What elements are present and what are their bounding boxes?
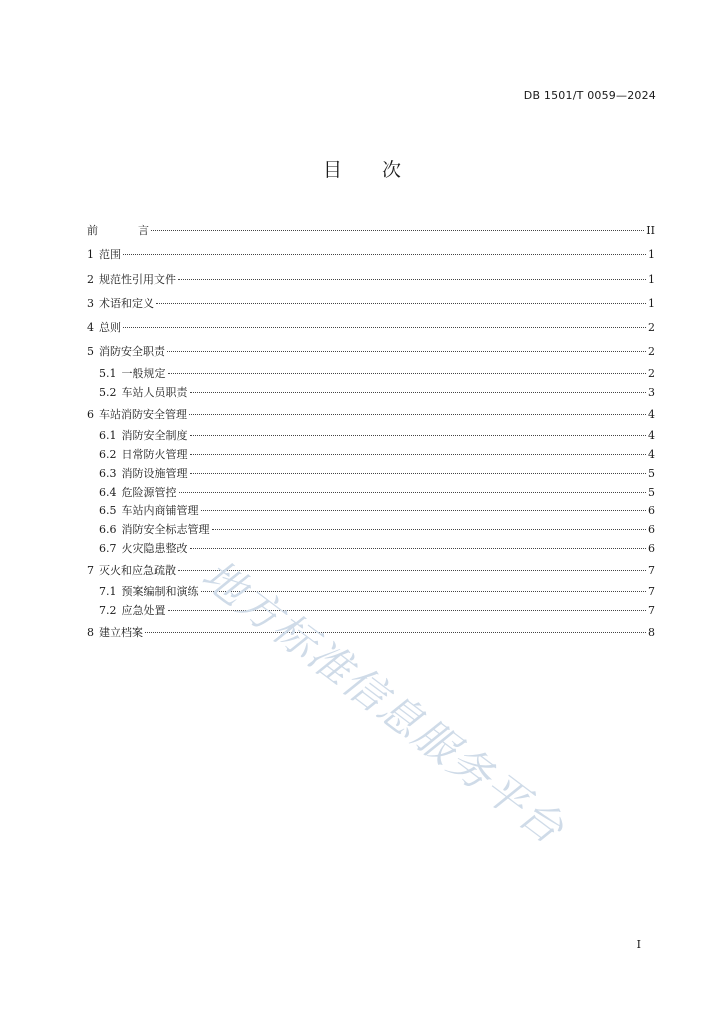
toc-entry-number: 2 (87, 272, 94, 286)
toc-page-number: 8 (648, 626, 655, 640)
toc-entry-number: 6.5 (99, 504, 117, 518)
toc-entry-label: 消防安全制度 (121, 428, 188, 442)
toc-entry-number: 3 (87, 296, 94, 310)
toc-entry-label-char: 前 (87, 224, 98, 237)
toc-page-number: 5 (648, 485, 655, 499)
toc-leader-dots (190, 454, 647, 455)
toc-entry-label: 消防设施管理 (121, 466, 188, 480)
toc-entry[interactable] (87, 559, 655, 583)
toc-page-number: 2 (648, 321, 655, 335)
toc-leader-dots (145, 632, 646, 633)
toc-entry[interactable] (87, 340, 655, 364)
toc-entry-number: 6 (87, 407, 94, 421)
toc-page-number: 2 (648, 366, 655, 380)
toc-entry[interactable] (87, 268, 655, 292)
toc-page-number: 7 (648, 604, 655, 618)
document-code: DB 1501/T 0059—2024 (523, 89, 656, 102)
toc-leader-dots (190, 473, 647, 474)
page-number: I (636, 938, 641, 951)
toc-entry-label: 术语和定义 (99, 296, 154, 310)
toc-page-number: 1 (648, 296, 655, 310)
toc-page-number: 7 (648, 585, 655, 599)
toc-entry-number: 5.2 (99, 385, 117, 399)
toc-entry-label: 消防安全职责 (99, 345, 165, 359)
toc-entry-number: 6.6 (99, 523, 117, 537)
toc-entry-number: 6.2 (99, 447, 117, 461)
toc-entry-label: 规范性引用文件 (99, 272, 176, 286)
toc-entry-label: 车站内商铺管理 (121, 504, 199, 518)
toc-page-number: 5 (648, 466, 655, 480)
toc-entry-label: 日常防火管理 (121, 447, 188, 461)
toc-entry-number: 5 (87, 345, 94, 359)
toc-leader-dots (190, 392, 647, 393)
toc-entry-label: 车站人员职责 (121, 385, 188, 399)
toc-subentry[interactable] (87, 502, 655, 521)
toc-subentry[interactable] (87, 602, 655, 621)
toc-entry-number: 1 (87, 248, 94, 262)
toc-entry-label: 危险源管控 (121, 485, 177, 499)
table-of-contents (87, 219, 655, 645)
toc-entry-label: 范围 (99, 248, 121, 262)
toc-entry-label: 预案编制和演练 (121, 585, 199, 599)
toc-title-char-1: 目 (322, 159, 342, 181)
toc-leader-dots (167, 351, 646, 352)
toc-subentry[interactable] (87, 583, 655, 602)
toc-entry[interactable] (87, 243, 655, 267)
toc-entry-number: 6.4 (99, 485, 117, 499)
toc-entry-label: 建立档案 (99, 626, 143, 640)
toc-subentry[interactable] (87, 427, 655, 446)
toc-leader-dots (189, 414, 646, 415)
toc-page-number: 2 (648, 345, 655, 359)
toc-leader-dots (151, 230, 644, 231)
toc-page-number: 4 (648, 407, 655, 421)
toc-entry-number: 7.2 (99, 604, 117, 618)
toc-entry-number: 8 (87, 626, 94, 640)
toc-entry-number: 6.3 (99, 466, 117, 480)
toc-subentry[interactable] (87, 465, 655, 484)
toc-entry-number: 7 (87, 564, 94, 578)
toc-leader-dots (156, 303, 646, 304)
toc-subentry[interactable] (87, 484, 655, 503)
toc-entry-number: 4 (87, 321, 94, 335)
toc-page-number: 1 (648, 248, 655, 262)
toc-page-number: 6 (648, 504, 655, 518)
toc-entry[interactable] (87, 316, 655, 340)
toc-entry-number: 6.1 (99, 428, 117, 442)
toc-leader-dots (168, 373, 647, 374)
toc-entry-number: 7.1 (99, 585, 117, 599)
toc-leader-dots (179, 492, 647, 493)
toc-entry-label: 总则 (99, 321, 121, 335)
toc-page-number: 4 (648, 447, 655, 461)
toc-leader-dots (190, 548, 647, 549)
toc-subentry[interactable] (87, 384, 655, 403)
toc-entry-number: 5.1 (99, 366, 117, 380)
toc-leader-dots (178, 570, 646, 571)
toc-page-number: 1 (648, 272, 655, 286)
toc-page-number: 7 (648, 564, 655, 578)
toc-page-number: 6 (648, 523, 655, 537)
toc-entry-label-char: 言 (138, 224, 149, 237)
toc-subentry[interactable] (87, 521, 655, 540)
toc-leader-dots (212, 529, 647, 530)
toc-entry[interactable] (87, 403, 655, 427)
toc-leader-dots (123, 254, 646, 255)
toc-entry[interactable] (87, 621, 655, 645)
toc-subentry[interactable] (87, 540, 655, 559)
toc-entry-foreword[interactable] (87, 219, 655, 243)
toc-leader-dots (201, 510, 647, 511)
toc-title (0, 155, 724, 182)
watermark: 地方标准信息服务平台 (193, 550, 574, 854)
toc-entry-label: 应急处置 (121, 604, 166, 618)
toc-leader-dots (190, 435, 647, 436)
toc-leader-dots (168, 610, 647, 611)
toc-entry-label: 灭火和应急疏散 (99, 564, 176, 578)
toc-subentry[interactable] (87, 446, 655, 465)
toc-entry-label: 一般规定 (121, 366, 166, 380)
toc-page-number: 4 (648, 428, 655, 442)
toc-page-number: 3 (648, 385, 655, 399)
toc-title-char-2: 次 (382, 159, 402, 181)
toc-leader-dots (201, 591, 647, 592)
toc-entry-number: 6.7 (99, 542, 117, 556)
toc-subentry[interactable] (87, 365, 655, 384)
toc-entry-label: 火灾隐患整改 (121, 542, 188, 556)
toc-leader-dots (123, 327, 646, 328)
toc-entry-label (87, 219, 149, 243)
toc-entry-label: 消防安全标志管理 (121, 523, 210, 537)
toc-page-number: II (646, 224, 655, 237)
toc-page-number: 6 (648, 542, 655, 556)
toc-entry[interactable] (87, 292, 655, 316)
toc-entry-label: 车站消防安全管理 (99, 407, 187, 421)
toc-leader-dots (178, 279, 646, 280)
